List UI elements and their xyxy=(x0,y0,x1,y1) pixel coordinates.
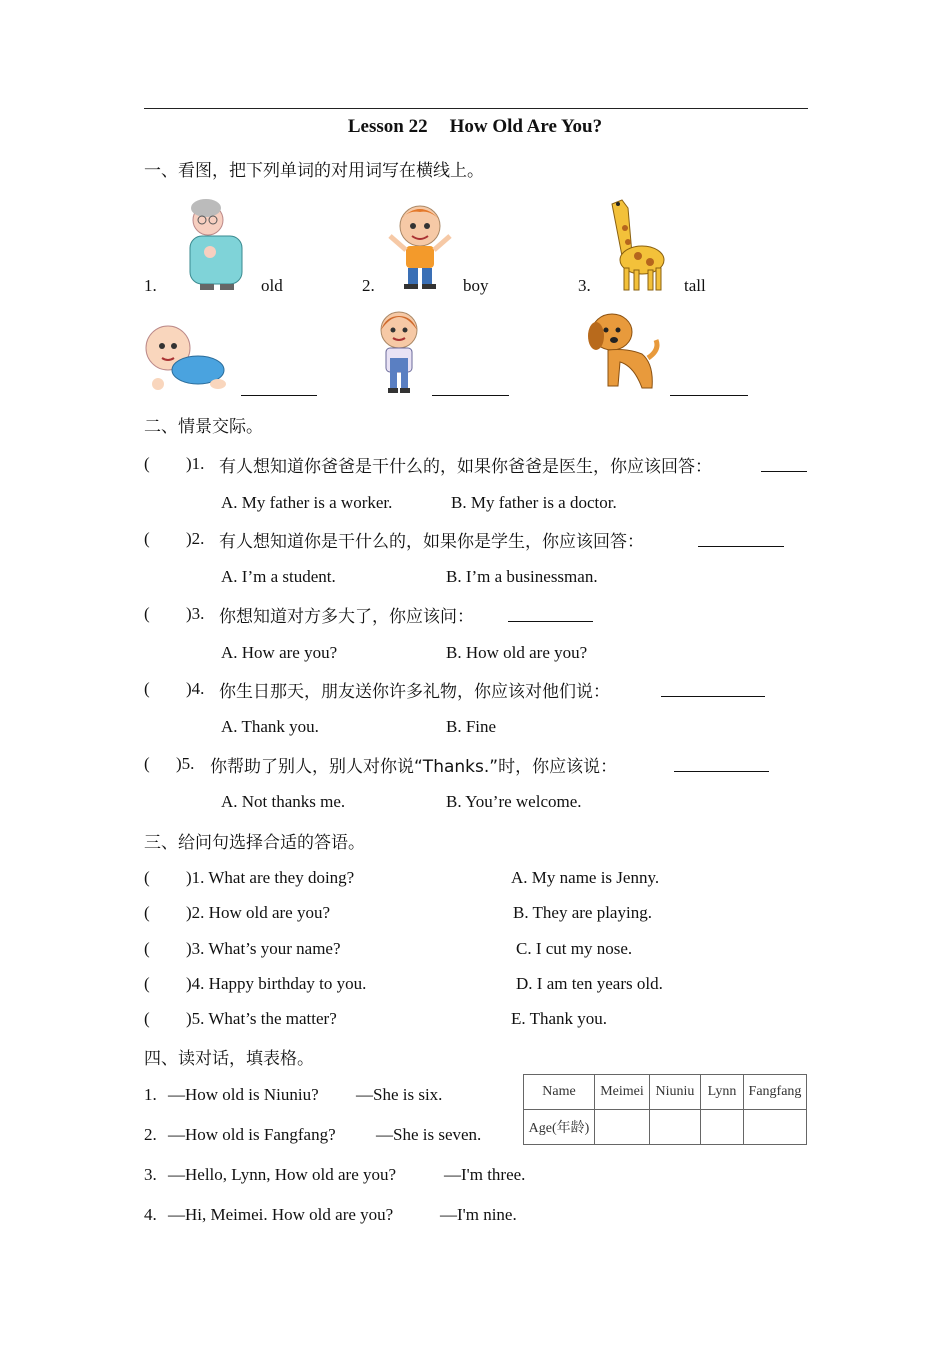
p2-q2-bracket[interactable]: ( xyxy=(144,529,150,548)
giraffe-icon xyxy=(598,194,668,292)
p3-q1: )1. What are they doing? xyxy=(186,868,355,887)
p1-item2-word: boy xyxy=(463,276,489,295)
p2-q3-blank[interactable] xyxy=(508,606,593,627)
p1-item2-num: 2. xyxy=(362,276,375,295)
p2-q4-option-b: B. Fine xyxy=(446,717,497,736)
p3-q5: )5. What’s the matter? xyxy=(186,1009,337,1028)
p2-q4-bracket[interactable]: ( xyxy=(144,679,150,698)
p4-d3-num: 3. xyxy=(144,1165,157,1184)
p1-item3-num: 3. xyxy=(578,276,591,295)
p2-q1-text: 有人想知道你爸爸是干什么的，如果你爸爸是医生，你应该回答： xyxy=(219,457,712,477)
p4-d2-answer: —She is seven. xyxy=(376,1125,482,1144)
p3-q3: )3. What’s your name? xyxy=(186,939,341,958)
p3-q2: )2. How old are you? xyxy=(186,903,330,922)
p2-q5-option-b: B. You’re welcome. xyxy=(446,792,582,811)
age-table-row-label: Age(年龄) xyxy=(524,1110,595,1145)
age-cell-lynn[interactable] xyxy=(701,1110,744,1145)
p2-q2-text: 有人想知道你是干什么的，如果你是学生，你应该回答： xyxy=(219,532,644,552)
dog-icon xyxy=(582,306,662,394)
p2-q1-num: )1. xyxy=(186,454,205,473)
p4-d4-num: 4. xyxy=(144,1205,157,1224)
p1-blank-4[interactable] xyxy=(241,380,317,401)
p2-q4-text: 你生日那天，朋友送你许多礼物，你应该对他们说： xyxy=(219,682,610,702)
top-rule xyxy=(144,108,808,109)
p2-q2-blank[interactable] xyxy=(698,531,784,552)
p2-q2-option-b: B. I’m a businessman. xyxy=(446,567,598,586)
age-table-header-name: Name xyxy=(524,1075,595,1110)
p2-q1-blank[interactable] xyxy=(761,456,807,477)
p3-answer-a: A. My name is Jenny. xyxy=(511,868,660,887)
p2-q5-bracket[interactable]: ( xyxy=(144,754,150,773)
part3-heading: 三、给问句选择合适的答语。 xyxy=(144,833,365,853)
p3-q4: )4. Happy birthday to you. xyxy=(186,974,367,993)
p4-d2-num: 2. xyxy=(144,1125,157,1144)
p2-q2-option-a: A. I’m a student. xyxy=(221,567,336,586)
page-title xyxy=(0,116,950,138)
lesson-number: Lesson 22 xyxy=(347,116,428,137)
p3-answer-d: D. I am ten years old. xyxy=(516,974,663,993)
age-table xyxy=(523,1074,807,1145)
p1-blank-6[interactable] xyxy=(670,380,748,401)
baby-icon xyxy=(142,318,228,394)
p2-q4-num: )4. xyxy=(186,679,205,698)
p3-q2-bracket[interactable]: ( xyxy=(144,903,150,922)
p2-q1-option-a: A. My father is a worker. xyxy=(221,493,393,512)
p4-d3-question: —Hello, Lynn, How old are you? xyxy=(168,1165,397,1184)
p1-item3-word: tall xyxy=(684,276,706,295)
p4-d2-question: —How old is Fangfang? xyxy=(168,1125,336,1144)
p3-q5-bracket[interactable]: ( xyxy=(144,1009,150,1028)
p4-d1-answer: —She is six. xyxy=(356,1085,443,1104)
p4-d4-answer: —I'm nine. xyxy=(440,1205,517,1224)
p2-q3-num: )3. xyxy=(186,604,205,623)
lesson-name: How Old Are You? xyxy=(449,116,603,137)
p2-q5-option-a: A. Not thanks me. xyxy=(221,792,346,811)
p1-item1-num: 1. xyxy=(144,276,157,295)
age-table-age-row xyxy=(524,1110,807,1145)
p2-q3-text: 你想知道对方多大了，你应该问： xyxy=(219,607,474,627)
age-table-header-row xyxy=(524,1075,807,1110)
p2-q3-option-a: A. How are you? xyxy=(221,643,338,662)
p2-q1-option-b: B. My father is a doctor. xyxy=(451,493,617,512)
p2-q2-num: )2. xyxy=(186,529,205,548)
p3-answer-e: E. Thank you. xyxy=(511,1009,608,1028)
age-table-header-fangfang: Fangfang xyxy=(744,1075,807,1110)
p2-q4-blank[interactable] xyxy=(661,681,765,702)
boy-icon xyxy=(384,198,456,290)
p4-d4-question: —Hi, Meimei. How old are you? xyxy=(168,1205,394,1224)
part1-heading: 一、看图，把下列单词的对用词写在横线上。 xyxy=(144,161,484,181)
part2-heading: 二、情景交际。 xyxy=(144,417,263,437)
p3-q1-bracket[interactable]: ( xyxy=(144,868,150,887)
age-table-header-meimei: Meimei xyxy=(595,1075,650,1110)
p3-q3-bracket[interactable]: ( xyxy=(144,939,150,958)
p2-q1-bracket[interactable]: ( xyxy=(144,454,150,473)
girl-icon xyxy=(372,308,426,394)
age-cell-niuniu[interactable] xyxy=(650,1110,701,1145)
age-cell-fangfang[interactable] xyxy=(744,1110,807,1145)
p1-blank-5[interactable] xyxy=(432,380,509,401)
grandma-icon xyxy=(176,196,252,292)
p3-q4-bracket[interactable]: ( xyxy=(144,974,150,993)
p4-d1-question: —How old is Niuniu? xyxy=(168,1085,319,1104)
p2-q5-num: )5. xyxy=(176,754,195,773)
p1-item1-word: old xyxy=(261,276,283,295)
p4-d3-answer: —I'm three. xyxy=(444,1165,526,1184)
age-cell-meimei[interactable] xyxy=(595,1110,650,1145)
age-table-header-niuniu: Niuniu xyxy=(650,1075,701,1110)
p2-q4-option-a: A. Thank you. xyxy=(221,717,319,736)
p3-answer-c: C. I cut my nose. xyxy=(516,939,633,958)
age-table-header-lynn: Lynn xyxy=(701,1075,744,1110)
part4-heading: 四、读对话，填表格。 xyxy=(144,1049,314,1069)
p2-q3-option-b: B. How old are you? xyxy=(446,643,588,662)
p3-answer-b: B. They are playing. xyxy=(513,903,652,922)
p2-q3-bracket[interactable]: ( xyxy=(144,604,150,623)
p4-d1-num: 1. xyxy=(144,1085,157,1104)
p2-q5-text: 你帮助了别人，别人对你说“Thanks.”时，你应该说： xyxy=(210,757,618,777)
p2-q5-blank[interactable] xyxy=(674,756,769,777)
